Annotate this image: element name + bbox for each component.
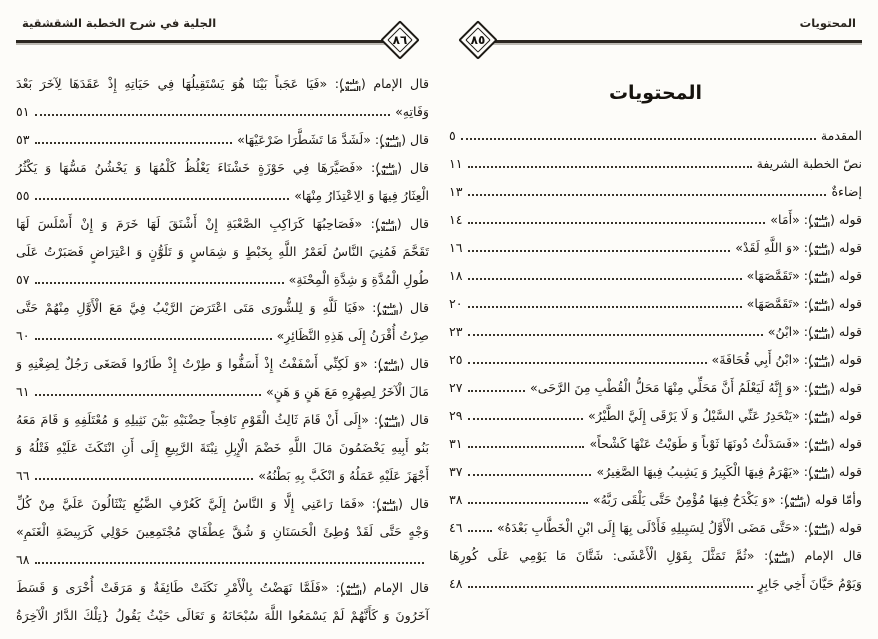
toc-entry-text: أَجْهَزَ عَلَيْهِ عَمَلُهُ وَ انْكَبَّ بِهِ بَطْنُهُ» (258, 468, 429, 483)
toc-entry-text: وأمّا قوله (عليه السلام): «وَ يَكْدَحُ فِيهَا مُؤْمِنٌ حَتَّى يَلْقَى رَبَّهُ» (592, 492, 862, 509)
honorific-mark: عليه السلام (769, 549, 791, 565)
toc-entry (449, 150, 862, 178)
toc-entry-line: قال (عليه السلام): «فَمَا رَاعَنِي إِلَّا وَ النَّاسُ إِلَيَّ كَعُرْفِ الضَّبُعِ يَنْثَالُونَ عَلَيَّ مِنْ كُلِّ (16, 496, 429, 513)
dot-leader (468, 530, 492, 532)
toc-entry-last-line (449, 262, 862, 290)
dot-leader (35, 394, 262, 396)
toc-entry-page-number: ٢٣ (449, 324, 463, 339)
toc-entry (449, 374, 862, 402)
toc-entry-last-line (449, 374, 862, 402)
page-number: ٨٥ (470, 33, 486, 47)
honorific-mark: عليه السلام (380, 133, 402, 149)
honorific-mark: عليه السلام (808, 353, 830, 369)
toc-entry (449, 486, 862, 514)
dot-leader (468, 250, 731, 252)
toc-entry-line: قال الإمام (عليه السلام): «فَلَمَّا نَهَضْتُ بِالْأَمْرِ نَكَثَتْ طَائِفَةٌ وَ مَرَقَتْ أُخْرَى وَ قَسَطَ (16, 580, 429, 597)
toc-entry-line: قال (عليه السلام): «فَصَيَّرَهَا فِي حَوْزَةٍ خَشْنَاءَ يَغْلُظُ كَلْمُهَا وَ يَخْشُنُ مَسُّهَا وَ يَكْثُرُ (16, 160, 429, 177)
toc-entry-page-number: ٤٨ (449, 576, 463, 591)
toc-entry-text: طُولِ الْمُدَّةِ وَ شِدَّةِ الْمِحْنَةِ» (288, 272, 429, 287)
toc-entry (16, 210, 429, 294)
dot-leader (35, 114, 391, 116)
header-rule (483, 40, 862, 43)
honorific-mark: عليه السلام (375, 217, 397, 233)
toc-entry (449, 542, 862, 598)
toc-entry (449, 234, 862, 262)
dot-leader (468, 334, 763, 336)
toc-entry-last-line (449, 234, 862, 262)
toc-entry-last-line (16, 546, 429, 574)
honorific-mark: عليه السلام (378, 357, 400, 373)
toc-entry-last-line (16, 322, 429, 350)
toc-entry-page-number: ٤٦ (449, 520, 463, 535)
toc-entry-page-number: ٢٠ (449, 296, 463, 311)
honorific-mark: عليه السلام (808, 465, 830, 481)
toc-entry-last-line (449, 318, 862, 346)
toc-entry (449, 458, 862, 486)
toc-entry-text: قوله (عليه السلام): «حَتَّى مَضَى الْأَوَّلُ لِسَبِيلِهِ فَأَدْلَى بِهَا إِلَى ابْنِ الْخَطَّابِ بَعْدَهُ» (496, 520, 862, 537)
toc-entry-text: وَفَاتِهِ» (395, 104, 429, 119)
toc-entry-page-number: ١٤ (449, 212, 463, 227)
honorific-mark: عليه السلام (784, 493, 806, 509)
toc-entry-page-number: ١٣ (449, 184, 463, 199)
toc-entry-last-line (449, 570, 862, 598)
toc-entry-text: إضاءةٌ (831, 184, 862, 199)
toc-entry-page-number: ٦٦ (16, 468, 30, 483)
honorific-mark: عليه السلام (808, 325, 830, 341)
toc-entry-last-line (449, 150, 862, 178)
toc-entry-last-line (16, 126, 429, 154)
toc-entry-page-number: ٣١ (449, 436, 463, 451)
toc-entry-text: المقدمة (820, 128, 862, 143)
toc-entry-text: مَالَ الْآخَرُ لِصِهْرِهِ مَعَ هَنٍ وَ هَنٍ» (266, 384, 429, 399)
honorific-mark: عليه السلام (808, 241, 830, 257)
toc-entry (449, 178, 862, 206)
dot-leader (468, 446, 585, 448)
toc-entry-page-number: ١٦ (449, 240, 463, 255)
toc-entry-text: قوله (عليه السلام): «يَنْحَدِرُ عَنِّي السَّيْلُ وَ لَا يَرْقَى إِلَيَّ الطَّيْرُ» (588, 408, 862, 425)
honorific-mark: عليه السلام (339, 77, 361, 93)
honorific-mark: عليه السلام (808, 269, 830, 285)
honorific-mark: عليه السلام (808, 437, 830, 453)
book-title-running-head: الجلية في شرح الخطبة الشقشقية (22, 16, 217, 30)
toc-entry-last-line (449, 430, 862, 458)
honorific-mark: عليه السلام (377, 301, 399, 317)
toc-entry-text: وَيَوْمُ حَيَّانَ أَخِي جَابِرٍ (757, 576, 862, 591)
dot-leader (468, 166, 752, 168)
toc-entry-page-number: ٥٧ (16, 272, 30, 287)
toc-title: المحتويات (608, 82, 703, 104)
dot-leader (35, 142, 233, 144)
toc-entry-page-number: ٣٧ (449, 464, 463, 479)
toc-entry (449, 346, 862, 374)
toc-entry (449, 122, 862, 150)
toc-entry-page-number: ٥١ (16, 104, 30, 119)
toc-entry (16, 70, 429, 126)
page-number-diamond (383, 23, 417, 57)
toc-entry (449, 402, 862, 430)
toc-entry-page-number: ٦٨ (16, 552, 30, 567)
honorific-mark: عليه السلام (376, 161, 398, 177)
toc-entry-last-line (449, 458, 862, 486)
honorific-mark: عليه السلام (376, 497, 398, 513)
toc-entry-last-line (449, 290, 862, 318)
dot-leader (35, 562, 424, 564)
toc-entry-last-line (16, 182, 429, 210)
toc-entry-text: قال (عليه السلام): «لَشَدَّ مَا تَشَطَّرَا ضَرْعَيْهَا» (237, 132, 429, 149)
honorific-mark: عليه السلام (808, 409, 830, 425)
toc-entry-line: قال (عليه السلام): «وَ لَكِنِّي أَسْفَفْتُ إِذْ أَسَفُّوا وَ طِرْتُ إِذْ طَارُوا فَصَغَى رَجُلٌ لِضِغْنِهِ وَ (16, 356, 429, 373)
dot-leader (35, 338, 272, 340)
toc-entry (16, 406, 429, 490)
toc-entry (16, 490, 429, 574)
toc-entry-last-line (16, 266, 429, 294)
toc-entry-line: وَجْهٍ حَتَّى لَقَدْ وُطِئَ الْحَسَنَانِ وَ شُقَّ عِطْفَايَ مُجْتَمِعِينَ حَوْلِي كَرَبِيضَةِ الْغَنَمِ» (16, 524, 429, 539)
toc-entry (449, 262, 862, 290)
toc-entry-page-number: ٢٩ (449, 408, 463, 423)
toc-entry-text: قوله (عليه السلام): «أَمَا» (770, 212, 862, 229)
toc-entry-last-line (16, 462, 429, 490)
honorific-mark: عليه السلام (379, 413, 401, 429)
toc-entry (449, 318, 862, 346)
dot-leader (468, 390, 526, 392)
toc-entry (449, 206, 862, 234)
toc-entries-right (449, 122, 862, 598)
toc-entry-text: قوله (عليه السلام): «يَهْرَمُ فِيهَا الْكَبِيرُ وَ يَشِيبُ فِيهَا الصَّغِيرُ» (596, 464, 862, 481)
toc-entry-last-line (449, 206, 862, 234)
toc-entry-text: قوله (عليه السلام): «وَ اللَّهِ لَقَدْ» (735, 240, 862, 257)
page-header (449, 12, 862, 56)
toc-entry-text: قوله (عليه السلام): «تَقَمَّصَهَا» (746, 296, 862, 313)
toc-entry (16, 294, 429, 350)
toc-entry-page-number: ٣٨ (449, 492, 463, 507)
toc-entry-last-line (449, 346, 862, 374)
dot-leader (468, 586, 753, 588)
toc-entry (449, 514, 862, 542)
toc-entry-page-number: ٢٥ (449, 352, 463, 367)
honorific-mark: عليه السلام (808, 381, 830, 397)
toc-entry (16, 154, 429, 210)
toc-entry (449, 430, 862, 458)
toc-entry-page-number: ٥٣ (16, 132, 30, 147)
toc-entry-last-line (16, 378, 429, 406)
honorific-mark: عليه السلام (340, 581, 362, 597)
toc-entry-last-line (449, 178, 862, 206)
toc-entry-page-number: ٥٥ (16, 188, 30, 203)
toc-entry-page-number: ٦١ (16, 384, 30, 399)
toc-entry-page-number: ١١ (449, 156, 463, 171)
dot-leader (468, 362, 707, 364)
dot-leader (468, 222, 766, 224)
toc-entry-last-line (449, 402, 862, 430)
toc-entry-text: قوله (عليه السلام): «ابْنُ أَبِي قُحَافَةَ» (711, 352, 862, 369)
toc-entry-line: بَنُو أَبِيهِ يَخْضَمُونَ مَالَ اللَّهِ خَضْمَ الْإِبِلِ نِبْتَةَ الرَّبِيعِ إِلَى أَنِ انْتَكَثَ عَلَيْهِ فَتْلُهُ وَ (16, 440, 429, 455)
toc-entry-last-line (449, 514, 862, 542)
toc-entry-text: الْعِثَارُ فِيهَا وَ الِاعْتِذَارُ مِنْهَا» (294, 188, 429, 203)
toc-entry-line: قال (عليه السلام): «فَيَا لَلَّهِ وَ لِلشُّورَى مَتَى اعْتَرَضَ الرَّيْبُ فِيَّ مَعَ الْأَوَّلِ مِنْهُمْ حَتَّى (16, 300, 429, 317)
toc-entry-text: قوله (عليه السلام): «وَ إِنَّهُ لَيَعْلَمُ أَنَّ مَحَلِّي مِنْهَا مَحَلُّ الْقُطْبِ مِنَ الرَّحَى» (530, 380, 862, 397)
page-85 (439, 0, 878, 639)
dot-leader (468, 278, 742, 280)
dot-leader (35, 198, 290, 200)
toc-entry-line: قال (عليه السلام): «إِلَى أَنْ قَامَ ثَالِثُ الْقَوْمِ نَافِجاً حِضْنَيْهِ بَيْنَ نَثِيلِهِ وَ مُعْتَلَفِهِ وَ قَامَ مَعَهُ (16, 412, 429, 429)
toc-entry-text: قوله (عليه السلام): «ابْنُ» (767, 324, 862, 341)
toc-entry-text: نصّ الخطبة الشريفة (756, 156, 862, 171)
dot-leader (468, 418, 583, 420)
toc-entry-text: صِرْتُ أُقْرَنُ إِلَى هَذِهِ النَّظَائِرِ» (276, 328, 429, 343)
honorific-mark: عليه السلام (808, 213, 830, 229)
toc-entry-text: قوله (عليه السلام): «تَقَمَّصَهَا» (746, 268, 862, 285)
header-rule (16, 40, 395, 43)
dot-leader (468, 502, 588, 504)
toc-entry-last-line (16, 98, 429, 126)
toc-entry-page-number: ٥ (449, 128, 456, 143)
section-running-head: المحتويات (799, 16, 856, 30)
toc-entry (449, 290, 862, 318)
dot-leader (468, 474, 592, 476)
toc-entry-text: قوله (عليه السلام): «فَسَدَلْتُ دُونَهَا ثَوْباً وَ طَوَيْتُ عَنْهَا كَشْحاً» (589, 436, 862, 453)
toc-entry (16, 126, 429, 154)
toc-entry-line: قال الإمام (عليه السلام): «فَيَا عَجَباً بَيْنَا هُوَ يَسْتَقِيلُهَا فِي حَيَاتِهِ إِذْ عَقَدَهَا لِآخَرَ بَعْدَ (16, 76, 429, 93)
toc-entry-page-number: ٦٠ (16, 328, 30, 343)
toc-entry-last-line (449, 122, 862, 150)
toc-entry (16, 350, 429, 406)
dot-leader (461, 138, 816, 140)
toc-entry (16, 574, 429, 630)
dot-leader (35, 478, 254, 480)
toc-entries-left (16, 70, 429, 630)
page-header (16, 12, 429, 56)
honorific-mark: عليه السلام (808, 297, 830, 313)
toc-entry-page-number: ١٨ (449, 268, 463, 283)
toc-entry-page-number: ٢٧ (449, 380, 463, 395)
toc-entry-line: قال (عليه السلام): «فَصَاحِبُهَا كَرَاكِبِ الصَّعْبَةِ إِنْ أَشْنَقَ لَهَا خَرَمَ وَ إِنْ أَسْلَسَ لَهَا (16, 216, 429, 233)
honorific-mark: عليه السلام (808, 521, 830, 537)
toc-entry-line: قال الإمام (عليه السلام): «ثُمَّ تَمَثَّلَ بِقَوْلِ الْأَعْشَى: شَتَّانَ مَا يَوْمِي عَلَى كُورِهَا (449, 548, 862, 565)
page-number: ٨٦ (392, 33, 408, 47)
dot-leader (468, 194, 827, 196)
toc-entry-line: آخَرُونَ وَ كَأَنَّهُمْ لَمْ يَسْمَعُوا اللَّهَ سُبْحَانَهُ وَ تَعَالَى حَيْثُ يَقُولُ {تِلْكَ الدَّارُ الْآخِرَةُ (16, 608, 429, 623)
dot-leader (468, 306, 742, 308)
toc-entry-last-line (449, 486, 862, 514)
toc-entry-line: تَقَحَّمَ فَمُنِيَ النَّاسُ لَعَمْرُ اللَّهِ بِخَبْطٍ وَ شِمَاسٍ وَ تَلَوُّنٍ وَ اعْتِرَاضٍ فَصَبَرْتُ عَلَى (16, 244, 429, 259)
page-number-diamond (461, 23, 495, 57)
dot-leader (35, 282, 284, 284)
